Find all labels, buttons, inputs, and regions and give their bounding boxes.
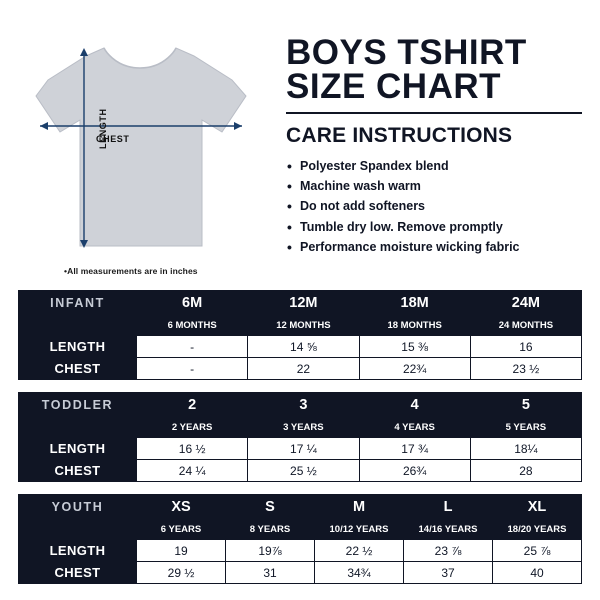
cell-value: 23 ⅞	[404, 540, 493, 562]
row-label-chest: CHEST	[19, 460, 137, 482]
measurement-footnote: •All measurements are in inches	[64, 266, 198, 276]
table-category-infant: INFANT	[19, 291, 137, 316]
cell-value: 22 ½	[315, 540, 404, 562]
age-header-spacer	[19, 418, 137, 438]
row-label-length: LENGTH	[19, 438, 137, 460]
cell-value: 15 ⅜	[359, 336, 470, 358]
cell-value: 18¼	[470, 438, 581, 460]
table-row	[19, 495, 582, 520]
size-header: S	[226, 495, 315, 520]
size-header: XS	[137, 495, 226, 520]
table-row	[19, 540, 582, 562]
cell-value: 17 ¼	[248, 438, 359, 460]
table-category-youth: YOUTH	[19, 495, 137, 520]
age-header-spacer	[19, 520, 137, 540]
cell-value: -	[137, 358, 248, 380]
cell-value: 37	[404, 562, 493, 584]
age-header: 18 MONTHS	[359, 316, 470, 336]
table-row	[19, 393, 582, 418]
row-label-length: LENGTH	[19, 540, 137, 562]
age-header: 10/12 YEARS	[315, 520, 404, 540]
cell-value: 26¾	[359, 460, 470, 482]
care-instructions-title: CARE INSTRUCTIONS	[286, 123, 513, 147]
cell-value: 17 ¾	[359, 438, 470, 460]
size-header: M	[315, 495, 404, 520]
size-header: L	[404, 495, 493, 520]
table-row	[19, 316, 582, 336]
cell-value: 40	[493, 562, 582, 584]
cell-value: 19	[137, 540, 226, 562]
page-title-line1: BOYS TSHIRT	[286, 33, 527, 72]
size-table-youth	[18, 494, 582, 584]
cell-value: 22	[248, 358, 359, 380]
row-label-length: LENGTH	[19, 336, 137, 358]
age-header: 18/20 YEARS	[493, 520, 582, 540]
table-row	[19, 336, 582, 358]
table-row	[19, 291, 582, 316]
cell-value: -	[137, 336, 248, 358]
size-header: 6M	[137, 291, 248, 316]
size-header: 12M	[248, 291, 359, 316]
length-dimension-label: LENGTH	[98, 108, 108, 149]
size-header: XL	[493, 495, 582, 520]
info-pane	[280, 34, 582, 290]
age-header: 24 MONTHS	[470, 316, 581, 336]
list-item: • Performance moisture wicking fabric	[286, 237, 582, 257]
list-item: • Polyester Spandex blend	[286, 156, 582, 176]
shirt-diagram	[18, 34, 280, 290]
tshirt-illustration	[26, 34, 256, 259]
cell-value: 29 ½	[137, 562, 226, 584]
cell-value: 14 ⅝	[248, 336, 359, 358]
table-row	[19, 358, 582, 380]
list-item: • Machine wash warm	[286, 176, 582, 196]
size-table-toddler	[18, 392, 582, 482]
size-table-infant	[18, 290, 582, 380]
table-row	[19, 520, 582, 540]
table-category-toddler: TODDLER	[19, 393, 137, 418]
age-header: 5 YEARS	[470, 418, 581, 438]
cell-value: 25 ½	[248, 460, 359, 482]
row-label-chest: CHEST	[19, 358, 137, 380]
size-header: 2	[137, 393, 248, 418]
size-header: 18M	[359, 291, 470, 316]
page-title-line2: SIZE CHART	[286, 66, 501, 106]
cell-value: 25 ⅞	[493, 540, 582, 562]
cell-value: 19⅞	[226, 540, 315, 562]
table-row	[19, 562, 582, 584]
cell-value: 23 ½	[470, 358, 581, 380]
list-item: • Do not add softeners	[286, 196, 582, 216]
chest-dimension-label: CHEST	[96, 134, 130, 144]
table-row	[19, 418, 582, 438]
age-header-spacer	[19, 316, 137, 336]
cell-value: 28	[470, 460, 581, 482]
top-section	[0, 0, 600, 290]
age-header: 14/16 YEARS	[404, 520, 493, 540]
cell-value: 22¾	[359, 358, 470, 380]
cell-value: 34¾	[315, 562, 404, 584]
cell-value: 16	[470, 336, 581, 358]
row-label-chest: CHEST	[19, 562, 137, 584]
age-header: 8 YEARS	[226, 520, 315, 540]
age-header: 12 MONTHS	[248, 316, 359, 336]
title-divider	[286, 112, 582, 114]
size-header: 3	[248, 393, 359, 418]
cell-value: 24 ¼	[137, 460, 248, 482]
care-instructions-list	[286, 156, 582, 257]
table-row	[19, 438, 582, 460]
list-item: • Tumble dry low. Remove promptly	[286, 217, 582, 237]
table-row	[19, 460, 582, 482]
age-header: 2 YEARS	[137, 418, 248, 438]
size-header: 5	[470, 393, 581, 418]
size-tables	[0, 290, 600, 584]
age-header: 3 YEARS	[248, 418, 359, 438]
cell-value: 16 ½	[137, 438, 248, 460]
size-header: 24M	[470, 291, 581, 316]
age-header: 6 MONTHS	[137, 316, 248, 336]
cell-value: 31	[226, 562, 315, 584]
age-header: 4 YEARS	[359, 418, 470, 438]
age-header: 6 YEARS	[137, 520, 226, 540]
size-header: 4	[359, 393, 470, 418]
